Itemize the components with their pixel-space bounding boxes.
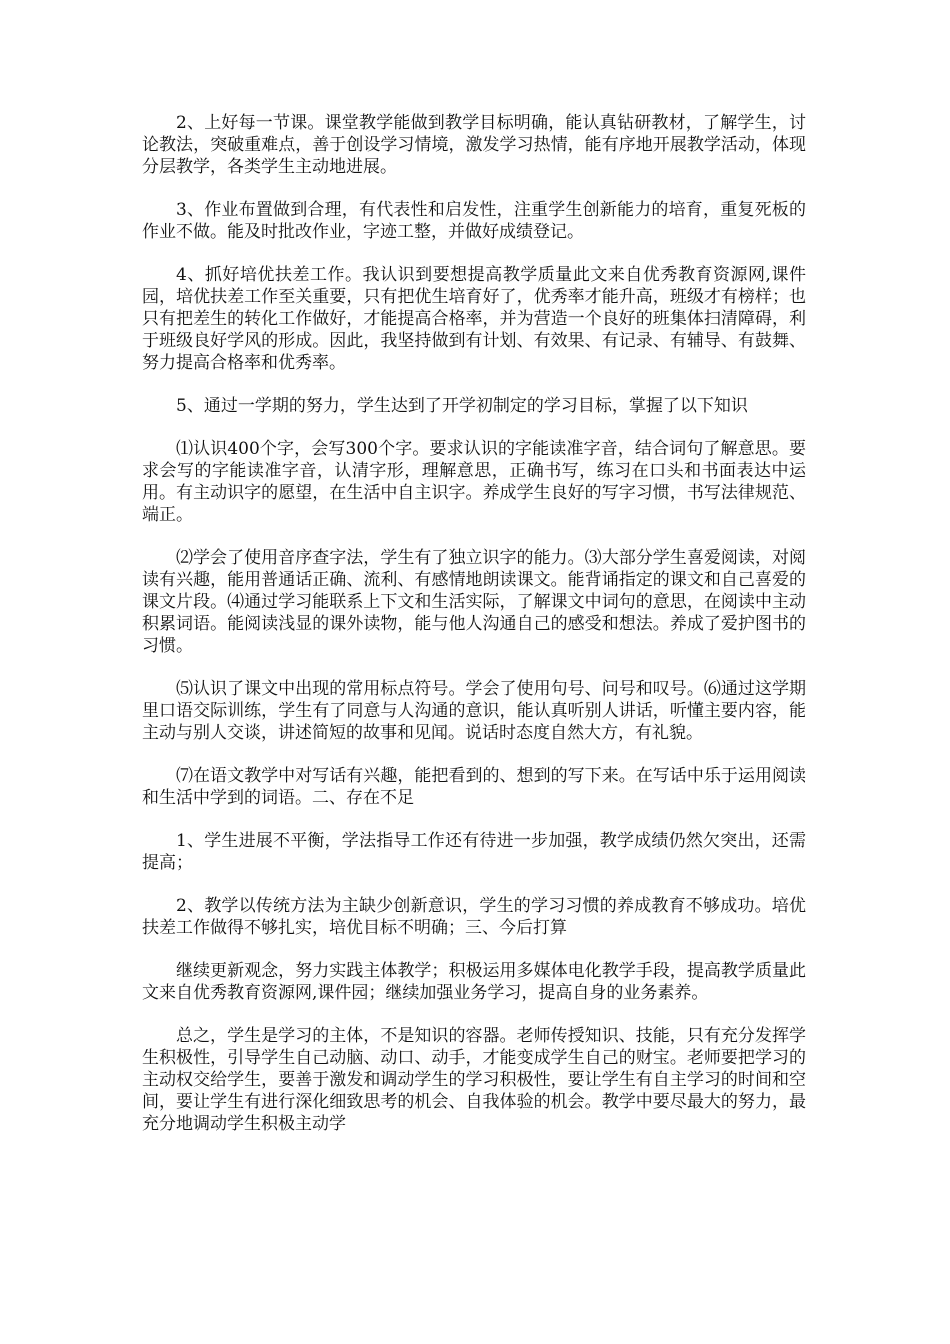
paragraph-literacy: ⑴认识400个字，会写300个字。要求认识的字能读准字音，结合词句了解意思。要求会写的字能读准字音，认清字形，理解意思，正确书写，练习在口头和书面表达中运用。有主动识字的愿望，在生活中自主识字。养成学生良好的写字习惯，书写法律规范、端正。: [142, 439, 806, 525]
paragraph-shortcoming-1: 1、学生进展不平衡，学法指导工作还有待进一步加强，教学成绩仍然欠突出，还需提高；: [142, 831, 806, 873]
paragraph-future-plan: 继续更新观念，努力实践主体教学；积极运用多媒体电化教学手段，提高教学质量此文来自优秀教育资源网,课件园；继续加强业务学习，提高自身的业务素养。: [142, 961, 806, 1003]
paragraph-summary: 总之，学生是学习的主体，不是知识的容器。老师传授知识、技能，只有充分发挥学生积极性，引导学生自己动脑、动口、动手，才能变成学生自己的财宝。老师要把学习的主动权交给学生，要善于激发和调动学生的学习积极性，要让学生有自主学习的时间和空间，要让学生有进行深化细致思考的机会、自我体验的机会。教学中要尽最大的努力，最充分地调动学生积极主动学: [142, 1026, 806, 1134]
paragraph-shortcoming-2: 2、教学以传统方法为主缺少创新意识，学生的学习习惯的养成教育不够成功。培优扶差工作做得不够扎实，培优目标不明确；三、今后打算: [142, 896, 806, 938]
paragraph-writing-shortcomings: ⑺在语文教学中对写话有兴趣，能把看到的、想到的写下来。在写话中乐于运用阅读和生活中学到的词语。二、存在不足: [142, 766, 806, 808]
document-body: [142, 112, 806, 1135]
paragraph-lesson-quality: 2、上好每一节课。课堂教学能做到教学目标明确，能认真钻研教材，了解学生，讨论教法，突破重难点，善于创设学习情境，激发学习热情，能有序地开展教学活动，体现分层教学，各类学生主动地进展。: [142, 113, 806, 177]
paragraph-reading: ⑵学会了使用音序查字法，学生有了独立识字的能力。⑶大部分学生喜爱阅读，对阅读有兴趣，能用普通话正确、流利、有感情地朗读课文。能背诵指定的课文和自己喜爱的课文片段。⑷通过学习能联系上下文和生活实际，了解课文中词句的意思，在阅读中主动积累词语。能阅读浅显的课外读物，能与他人沟通自己的感受和想法。养成了爱护图书的习惯。: [142, 548, 806, 656]
paragraph-tutoring: 4、抓好培优扶差工作。我认识到要想提高教学质量此文来自优秀教育资源网,课件园，培优扶差工作至关重要，只有把优生培育好了，优秀率才能升高，班级才有榜样；也只有把差生的转化工作做好，才能提高合格率，并为营造一个良好的班集体扫清障碍，利于班级良好学风的形成。因此，我坚持做到有计划、有效果、有记录、有辅导、有鼓舞、努力提高合格率和优秀率。: [142, 265, 806, 373]
paragraph-punctuation-speaking: ⑸认识了课文中出现的常用标点符号。学会了使用句号、问号和叹号。⑹通过这学期里口语交际训练，学生有了同意与人沟通的意识，能认真听别人讲话，听懂主要内容，能主动与别人交谈，讲述简短的故事和见闻。说话时态度自然大方，有礼貌。: [142, 679, 806, 743]
paragraph-homework: 3、作业布置做到合理，有代表性和启发性，注重学生创新能力的培育，重复死板的作业不做。能及时批改作业，字迹工整，并做好成绩登记。: [142, 200, 806, 242]
paragraph-learning-goals: 5、通过一学期的努力，学生达到了开学初制定的学习目标，掌握了以下知识: [176, 396, 748, 416]
